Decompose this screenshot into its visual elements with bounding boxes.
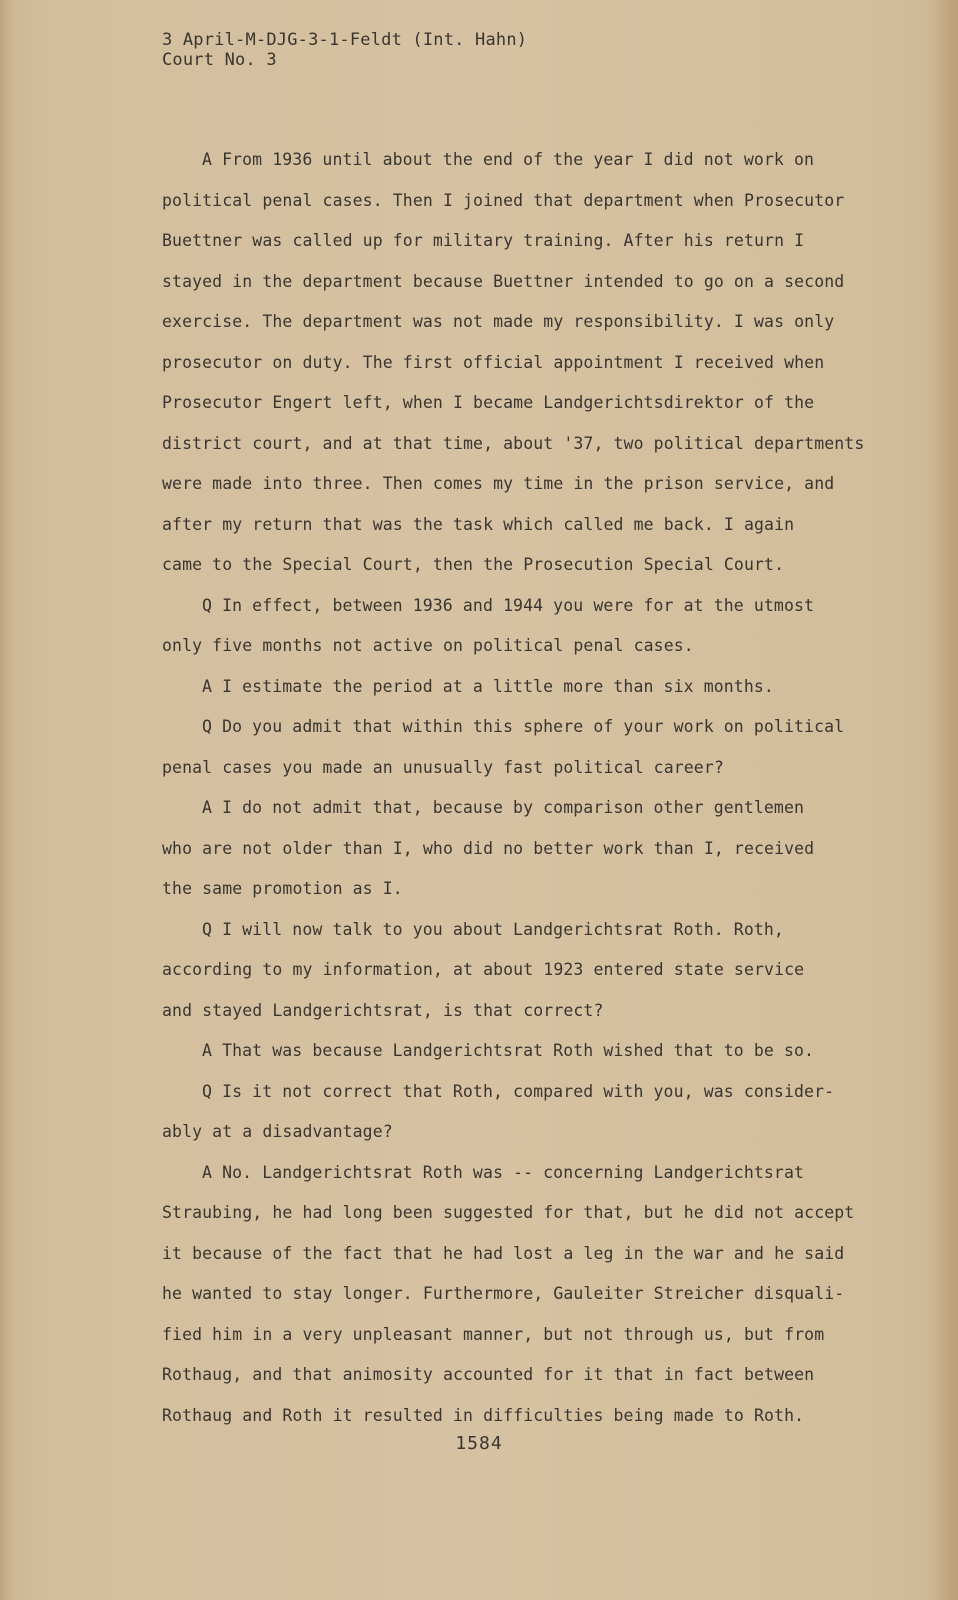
transcript-line: and stayed Landgerichtsrat, is that correct?	[162, 1000, 604, 1020]
transcript-line: Q Is it not correct that Roth, compared with you, was consider-	[202, 1081, 835, 1101]
document-header	[162, 30, 527, 70]
transcript-line: A I do not admit that, because by comparison other gentlemen	[202, 798, 805, 817]
transcript-body	[162, 140, 902, 1436]
transcript-line: Q In effect, between 1936 and 1944 you were for at the utmost	[202, 595, 815, 615]
transcript-line: Q Do you admit that within this sphere of your work on political	[202, 717, 845, 736]
transcript-line: Buettner was called up for military training. After his return I	[162, 231, 805, 250]
transcript-line: it because of the fact that he had lost a leg in the war and he said	[162, 1243, 845, 1263]
transcript-line: the same promotion as I.	[162, 879, 403, 898]
transcript-line: Q I will now talk to you about Landgerichtsrat Roth. Roth,	[202, 919, 784, 939]
transcript-line: A From 1936 until about the end of the year I did not work on	[202, 150, 815, 169]
transcript-line: Prosecutor Engert left, when I became Landgerichtsdirektor of the	[162, 393, 815, 412]
transcript-line: after my return that was the task which called me back. I again	[162, 514, 795, 534]
header-court-number: Court No. 3	[162, 50, 277, 70]
page-number: 1584	[455, 1433, 503, 1454]
transcript-line: were made into three. Then comes my time in the prison service, and	[162, 474, 835, 493]
transcript-line: A That was because Landgerichtsrat Roth wished that to be so.	[202, 1041, 815, 1060]
transcript-line: Rothaug and Roth it resulted in difficulties being made to Roth.	[162, 1405, 805, 1425]
transcript-line: who are not older than I, who did no better work than I, received	[162, 838, 815, 858]
transcript-line: ably at a disadvantage?	[162, 1122, 393, 1141]
transcript-line: A No. Landgerichtsrat Roth was -- concerning Landgerichtsrat	[202, 1162, 805, 1182]
transcript-line: only five months not active on political penal cases.	[162, 636, 694, 655]
header-case-reference: 3 April-M-DJG-3-1-Feldt (Int. Hahn)	[162, 30, 528, 50]
transcript-line: Straubing, he had long been suggested for that, but he did not accept	[162, 1203, 855, 1222]
transcript-line: he wanted to stay longer. Furthermore, Gauleiter Streicher disquali-	[162, 1284, 845, 1303]
transcript-line: according to my information, at about 1923 entered state service	[162, 960, 805, 979]
transcript-line: fied him in a very unpleasant manner, but not through us, but from	[162, 1324, 825, 1344]
transcript-line: exercise. The department was not made my responsibility. I was only	[162, 312, 835, 331]
transcript-line: came to the Special Court, then the Prosecution Special Court.	[162, 555, 785, 574]
transcript-line: penal cases you made an unusually fast political career?	[162, 757, 724, 777]
transcript-line: Rothaug, and that animosity accounted for it that in fact between	[162, 1365, 815, 1384]
transcript-line: stayed in the department because Buettner intended to go on a second	[162, 271, 845, 291]
transcript-line: district court, and at that time, about '37, two political departments	[162, 433, 865, 453]
transcript-line: A I estimate the period at a little more than six months.	[202, 676, 774, 696]
transcript-line: prosecutor on duty. The first official appointment I received when	[162, 352, 825, 372]
page-edge-shadow-left	[0, 0, 14, 1600]
page-edge-shadow-right	[932, 0, 958, 1600]
transcript-line: political penal cases. Then I joined that department when Prosecutor	[162, 190, 845, 210]
